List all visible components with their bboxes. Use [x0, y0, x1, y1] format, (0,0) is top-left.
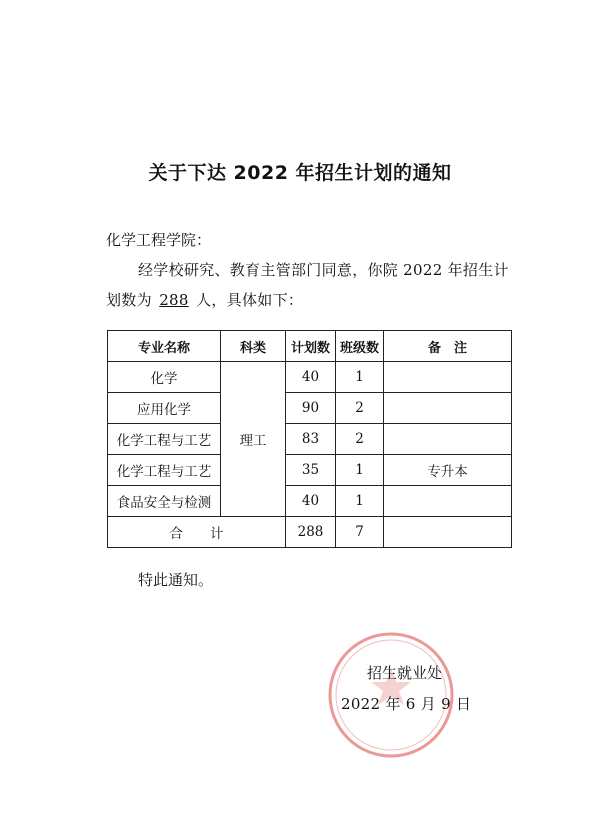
- table-row: [108, 486, 512, 517]
- cell-classes: 1: [336, 486, 384, 517]
- cell-major: 化学工程与工艺: [108, 424, 221, 455]
- header-major: 专业名称: [108, 331, 221, 362]
- addressee: 化学工程学院：: [106, 231, 212, 249]
- header-plan: 计划数: [286, 331, 336, 362]
- table-row: [108, 455, 512, 486]
- total-classes: 7: [336, 517, 384, 548]
- table-header-row: [108, 331, 512, 362]
- cell-plan: 40: [286, 486, 336, 517]
- total-label: 合 计: [108, 517, 286, 548]
- body-paragraph-line-2: [106, 289, 303, 310]
- header-classes: 班级数: [336, 331, 384, 362]
- table-row: [108, 393, 512, 424]
- cell-major: 化学工程与工艺: [108, 455, 221, 486]
- header-remarks: 备 注: [384, 331, 512, 362]
- cell-classes: 2: [336, 393, 384, 424]
- cell-remarks: 专升本: [384, 455, 512, 486]
- cell-major: 应用化学: [108, 393, 221, 424]
- cell-plan: 90: [286, 393, 336, 424]
- cell-major: 食品安全与检测: [108, 486, 221, 517]
- para2-suffix: 人，具体如下：: [196, 291, 304, 309]
- cell-major: 化学: [108, 362, 221, 393]
- para2-prefix: 划数为: [106, 291, 152, 309]
- header-category: 科类: [221, 331, 286, 362]
- cell-classes: 1: [336, 362, 384, 393]
- cell-remarks: [384, 362, 512, 393]
- cell-plan: 40: [286, 362, 336, 393]
- cell-classes: 2: [336, 424, 384, 455]
- enrollment-plan-table: [107, 330, 512, 548]
- total-remarks: [384, 517, 512, 548]
- table-row: [108, 424, 512, 455]
- total-plan-number: 288: [159, 291, 189, 309]
- cell-classes: 1: [336, 455, 384, 486]
- cell-plan: 83: [286, 424, 336, 455]
- total-plan: 288: [286, 517, 336, 548]
- closing-line: 特此通知。: [138, 571, 214, 589]
- cell-remarks: [384, 393, 512, 424]
- cell-remarks: [384, 486, 512, 517]
- issue-date: 2022 年 6 月 9 日: [341, 695, 472, 713]
- cell-remarks: [384, 424, 512, 455]
- cell-category: 理工: [221, 362, 286, 517]
- body-paragraph-line-1: 经学校研究、教育主管部门同意，你院 2022 年招生计: [138, 261, 509, 279]
- table-row: [108, 362, 512, 393]
- notice-title: 关于下达 2022 年招生计划的通知: [148, 162, 452, 184]
- issuing-office: 招生就业处: [367, 664, 443, 682]
- table-total-row: [108, 517, 512, 548]
- cell-plan: 35: [286, 455, 336, 486]
